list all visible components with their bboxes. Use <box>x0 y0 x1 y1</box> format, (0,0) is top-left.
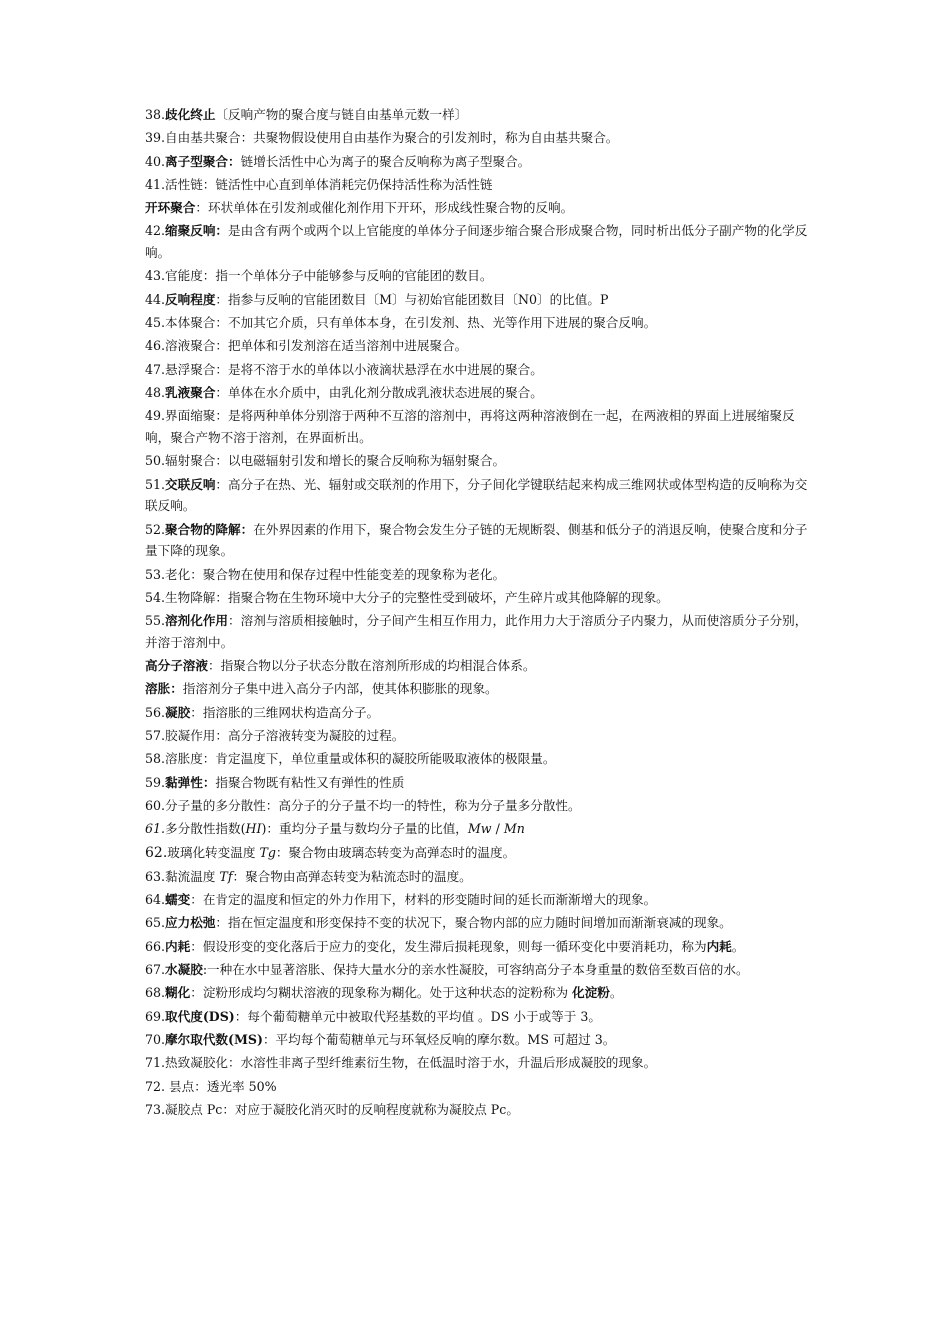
entry-text: 61. <box>145 821 166 837</box>
entry-text: 63.黏流温度 <box>145 868 220 884</box>
entry-text: ：每个葡萄糖单元中被取代羟基数的平均值 。DS 小于或等于 3。 <box>234 1008 601 1024</box>
definition-entry <box>145 449 813 472</box>
entry-text: 54.生物降解：指聚合物在生物环境中大分子的完整性受到破坏，产生碎片或其他降解的现象。 <box>145 589 669 605</box>
entry-text: 68. <box>145 985 166 1001</box>
entry-text: 45.本体聚合：不加其它介质，只有单体本身，在引发剂、热、光等作用下进展的聚合反响。 <box>145 315 657 331</box>
entry-text: 。 <box>609 985 623 1001</box>
entry-text: 71.热致凝胶化：水溶性非离子型纤维素衍生物，在低温时溶于水，升温后形成凝胶的现象。 <box>145 1055 657 1071</box>
entry-text: ：指参与反响的官能团数目〔M〕与初始官能团数目〔N0〕的比值。P <box>215 291 609 307</box>
entry-text: ：溶剂与溶质相接触时，分子间产生相互作用力，此作用力大于溶质分子内聚力，从而使溶质分子分别，并溶于溶剂中。 <box>145 613 808 650</box>
entry-text: 57.胶凝作用：高分子溶液转变为凝胶的过程。 <box>145 728 405 744</box>
term-bold: 缩聚反响： <box>165 223 228 239</box>
definition-entry <box>145 518 813 563</box>
entry-text: 多分散性指数( <box>165 821 246 837</box>
entry-text: ：平均每个葡萄糖单元与环氧烃反响的摩尔数。MS 可超过 3。 <box>262 1031 616 1047</box>
entry-text: Tf <box>219 868 233 884</box>
entry-text: ：假设形变的变化落后于应力的变化，发生滞后损耗现象，则每一循环变化中要消耗功，称为 <box>190 938 707 954</box>
definition-entry <box>145 404 813 449</box>
document-body <box>145 103 813 1121</box>
definition-entry <box>145 103 813 126</box>
definition-entry <box>145 981 813 1004</box>
entry-text: 64. <box>145 892 166 908</box>
entry-text: ：指溶胀的三维网状构造高分子。 <box>190 704 380 720</box>
term-bold: 取代度(DS) <box>165 1008 235 1024</box>
definition-entry <box>145 771 813 794</box>
definition-entry <box>145 264 813 287</box>
entry-text: 是由含有两个或两个以上官能度的单体分子间逐步缩合聚合形成聚合物，同时析出低分子副产物的化学反响。 <box>145 223 808 260</box>
term-bold: 水凝胶 <box>165 962 203 978</box>
term-bold: 溶胀： <box>145 681 183 697</box>
entry-text: 〔反响产物的聚合度与链自由基单元数一样〕 <box>215 107 468 122</box>
entry-text: ：聚合物由玻璃态转变为高弹态时的温度。 <box>275 844 516 860</box>
entry-text: 43.官能度：指一个单体分子中能够参与反响的官能团的数目。 <box>145 268 493 284</box>
entry-text: :一种在水中显著溶胀、保持大量水分的亲水性凝胶，可容纳高分子本身重量的数倍至数百倍的水。 <box>202 962 749 978</box>
entry-text: ：淀粉形成均匀糊状溶液的现象称为糊化。处于这种状态的淀粉称为 <box>190 985 573 1001</box>
entry-text: Mw <box>467 821 492 837</box>
entry-text: 42. <box>145 223 166 239</box>
definition-entry <box>145 311 813 334</box>
entry-text: 46.溶液聚合：把单体和引发剂溶在适当溶剂中进展聚合。 <box>145 338 468 354</box>
definition-entry <box>145 381 813 404</box>
definition-entry <box>145 563 813 586</box>
term-bold: 化淀粉 <box>572 985 610 1001</box>
definition-entry <box>145 817 813 840</box>
term-bold: 反响程度 <box>165 291 216 307</box>
term-bold: 糊化 <box>165 985 191 1001</box>
entry-text: 。 <box>731 938 745 954</box>
entry-text: )：重均分子量与数均分子量的比值， <box>261 821 468 837</box>
entry-text: ：单体在水介质中，由乳化剂分散成乳液状态进展的聚合。 <box>215 384 543 400</box>
term-bold: 高分子溶液 <box>145 658 208 674</box>
definition-entry <box>145 586 813 609</box>
definition-entry <box>145 677 813 700</box>
definition-entry <box>145 911 813 934</box>
entry-text: 72. 昙点：透光率 50% <box>145 1078 277 1094</box>
definition-entry <box>145 150 813 173</box>
definition-entry <box>145 219 813 264</box>
term-bold: 摩尔取代数(MS) <box>165 1031 263 1047</box>
entry-text: 玻璃化转变温度 <box>167 844 260 860</box>
definition-entry <box>145 1005 813 1028</box>
entry-text: 55. <box>145 613 166 629</box>
entry-text: 69. <box>145 1008 166 1024</box>
definition-entry <box>145 609 813 654</box>
entry-text: 链增长活性中心为离子的聚合反响称为离子型聚合。 <box>240 153 531 169</box>
definition-entry <box>145 841 813 865</box>
term-bold: 应力松弛 <box>165 915 216 931</box>
entry-text: ：指聚合物以分子状态分散在溶剂所形成的均相混合体系。 <box>207 658 536 674</box>
entry-text: Tg <box>259 844 276 860</box>
term-bold: 内耗 <box>706 938 732 954</box>
entry-text: 指溶剂分子集中进入高分子内部，使其体积膨胀的现象。 <box>182 681 498 697</box>
entry-text: 58.溶胀度：肯定温度下，单位重量或体积的凝胶所能吸取液体的极限量。 <box>145 751 556 767</box>
entry-text: 48. <box>145 384 166 400</box>
definition-entry <box>145 1075 813 1098</box>
entry-text: 指聚合物既有粘性又有弹性的性质 <box>215 774 405 790</box>
definition-entry <box>145 747 813 770</box>
entry-text: 38. <box>145 107 166 122</box>
term-bold: 乳液聚合 <box>165 384 216 400</box>
definition-entry <box>145 334 813 357</box>
definition-entry <box>145 473 813 518</box>
definition-entry <box>145 794 813 817</box>
entry-text: HI <box>245 821 262 837</box>
entry-text: 66. <box>145 938 166 954</box>
entry-text: ：聚合物由高弹态转变为粘流态时的温度。 <box>232 868 472 884</box>
entry-text: 62. <box>145 844 168 861</box>
entry-text: ：高分子在热、光、辐射或交联剂的作用下，分子间化学键联结起来构成三维网状或体型构造的反响称为交联反响。 <box>145 476 808 514</box>
entry-text: 56. <box>145 704 166 720</box>
definition-entry <box>145 1098 813 1121</box>
entry-text: Mn <box>503 821 525 837</box>
definition-entry <box>145 865 813 888</box>
entry-text: 52. <box>145 521 166 537</box>
term-bold: 溶剂化作用 <box>165 613 228 629</box>
definition-entry <box>145 958 813 981</box>
entry-text: 51. <box>145 476 166 492</box>
entry-text: 73.凝胶点 Pc：对应于凝胶化消灭时的反响程度就称为凝胶点 Pc。 <box>145 1101 519 1117</box>
entry-text: ：指在恒定温度和形变保持不变的状况下，聚合物内部的应力随时间增加而渐渐衰减的现象。 <box>215 915 732 931</box>
definition-entry <box>145 935 813 958</box>
entry-text: / <box>491 821 504 837</box>
entry-text: 39.自由基共聚合：共聚物假设使用自由基作为聚合的引发剂时，称为自由基共聚合。 <box>145 130 619 146</box>
entry-text: ：在肯定的温度和恒定的外力作用下，材料的形变随时间的延长而渐渐增大的现象。 <box>190 892 657 908</box>
term-bold: 蠕变 <box>165 892 191 908</box>
definition-entry <box>145 1028 813 1051</box>
entry-text: ：环状单体在引发剂或催化剂作用下开环，形成线性聚合物的反响。 <box>195 200 574 216</box>
entry-text: 59. <box>145 774 166 790</box>
term-bold: 凝胶 <box>165 704 191 720</box>
definition-entry <box>145 126 813 149</box>
entry-text: 41.活性链：链活性中心直到单体消耗完仍保持活性称为活性链 <box>145 176 493 192</box>
definition-entry <box>145 358 813 381</box>
definition-entry <box>145 654 813 677</box>
term-bold: 交联反响 <box>165 476 216 492</box>
entry-text: 70. <box>145 1031 166 1047</box>
entry-text: 67. <box>145 962 166 978</box>
term-bold: 离子型聚合： <box>165 153 241 169</box>
entry-text: 50.辐射聚合：以电磁辐射引发和增长的聚合反响称为辐射聚合。 <box>145 453 506 469</box>
entry-text: 47.悬浮聚合：是将不溶于水的单体以小液滴状悬浮在水中进展的聚合。 <box>145 361 543 377</box>
entry-text: 60.分子量的多分散性：高分子的分子量不均一的特性，称为分子量多分散性。 <box>145 797 581 813</box>
term-bold: 开环聚合 <box>145 200 196 216</box>
term-bold: 歧化终止 <box>165 107 216 122</box>
term-bold: 内耗 <box>165 938 191 954</box>
definition-entry <box>145 196 813 219</box>
entry-text: 在外界因素的作用下，聚合物会发生分子链的无规断裂、侧基和低分子的消退反响，使聚合度和分子量下降的现象。 <box>145 521 808 559</box>
entry-text: 44. <box>145 291 166 307</box>
entry-text: 49.界面缩聚：是将两种单体分别溶于两种不互溶的溶剂中，再将这两种溶液倒在一起，在两液相的界面上进展缩聚反响，聚合产物不溶于溶剂，在界面析出。 <box>145 408 795 445</box>
definition-entry <box>145 724 813 747</box>
entry-text: 53.老化：聚合物在使用和保存过程中性能变差的现象称为老化。 <box>145 566 506 582</box>
term-bold: 黏弹性： <box>165 774 216 790</box>
definition-entry <box>145 173 813 196</box>
definition-entry <box>145 1051 813 1074</box>
definition-entry <box>145 701 813 724</box>
term-bold: 聚合物的降解： <box>165 521 254 537</box>
entry-text: 40. <box>145 153 166 169</box>
definition-entry <box>145 288 813 311</box>
definition-entry <box>145 888 813 911</box>
entry-text: 65. <box>145 915 166 931</box>
